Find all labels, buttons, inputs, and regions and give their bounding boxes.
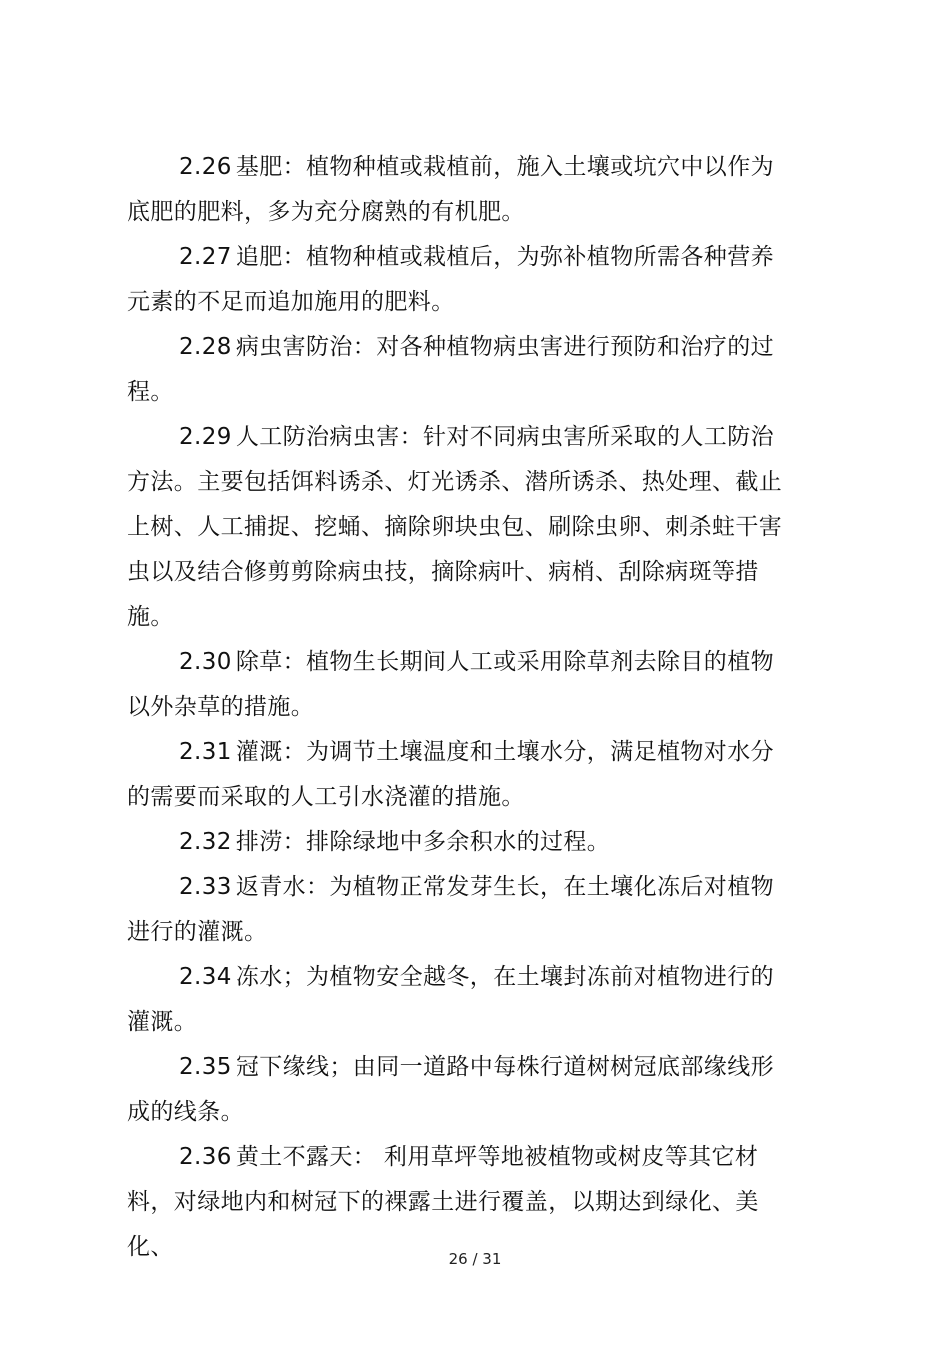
clause-text: 灌溉：为调节土壤温度和土壤水分，满足植物对水分的需要而采取的人工引水浇灌的措施。 [127,739,775,810]
clause-number: 2.32 [179,829,232,855]
clause-number: 2.31 [179,739,232,765]
clause-number: 2.26 [179,154,232,180]
paragraph-2-30 [127,640,787,730]
clause-number: 2.36 [179,1144,232,1170]
paragraph-2-28 [127,325,787,415]
clause-number: 2.35 [179,1054,232,1080]
clause-text: 冠下缘线；由同一道路中每株行道树树冠底部缘线形成的线条。 [127,1054,775,1125]
clause-text: 病虫害防治：对各种植物病虫害进行预防和治疗的过程。 [127,334,775,405]
clause-text: 冻水；为植物安全越冬，在土壤封冻前对植物进行的灌溉。 [127,964,775,1035]
clause-number: 2.33 [179,874,232,900]
document-body [127,145,787,1270]
paragraph-2-32 [127,820,787,865]
clause-text: 返青水：为植物正常发芽生长，在土壤化冻后对植物进行的灌溉。 [127,874,775,945]
clause-text: 追肥：植物种植或栽植后，为弥补植物所需各种营养元素的不足而追加施用的肥料。 [127,244,775,315]
clause-text: 排涝：排除绿地中多余积水的过程。 [235,829,611,855]
clause-text: 除草：植物生长期间人工或采用除草剂去除目的植物以外杂草的措施。 [127,649,775,720]
paragraph-2-26 [127,145,787,235]
paragraph-2-35 [127,1045,787,1135]
paragraph-2-31 [127,730,787,820]
clause-text: 黄土不露天： 利用草坪等地被植物或树皮等其它材料，对绿地内和树冠下的裸露土进行覆盖，以期达到绿化、美化、 [127,1144,759,1260]
clause-number: 2.34 [179,964,232,990]
paragraph-2-34 [127,955,787,1045]
clause-number: 2.28 [179,334,232,360]
paragraph-2-33 [127,865,787,955]
clause-number: 2.27 [179,244,232,270]
clause-number: 2.29 [179,424,232,450]
clause-text: 基肥：植物种植或栽植前，施入土壤或坑穴中以作为底肥的肥料，多为充分腐熟的有机肥。 [127,154,775,225]
paragraph-2-27 [127,235,787,325]
page-number-footer: 26 / 31 [448,1250,502,1268]
clause-number: 2.30 [179,649,232,675]
paragraph-2-29 [127,415,787,640]
clause-text: 人工防治病虫害：针对不同病虫害所采取的人工防治方法。主要包括饵料诱杀、灯光诱杀、潜所诱杀、热处理、截止上树、人工捕捉、挖蛹、摘除卵块虫包、刷除虫卵、刺杀蛀干害虫以及结合修剪剪除病虫技，摘除病叶、病梢、刮除病斑等措施。 [127,424,783,630]
